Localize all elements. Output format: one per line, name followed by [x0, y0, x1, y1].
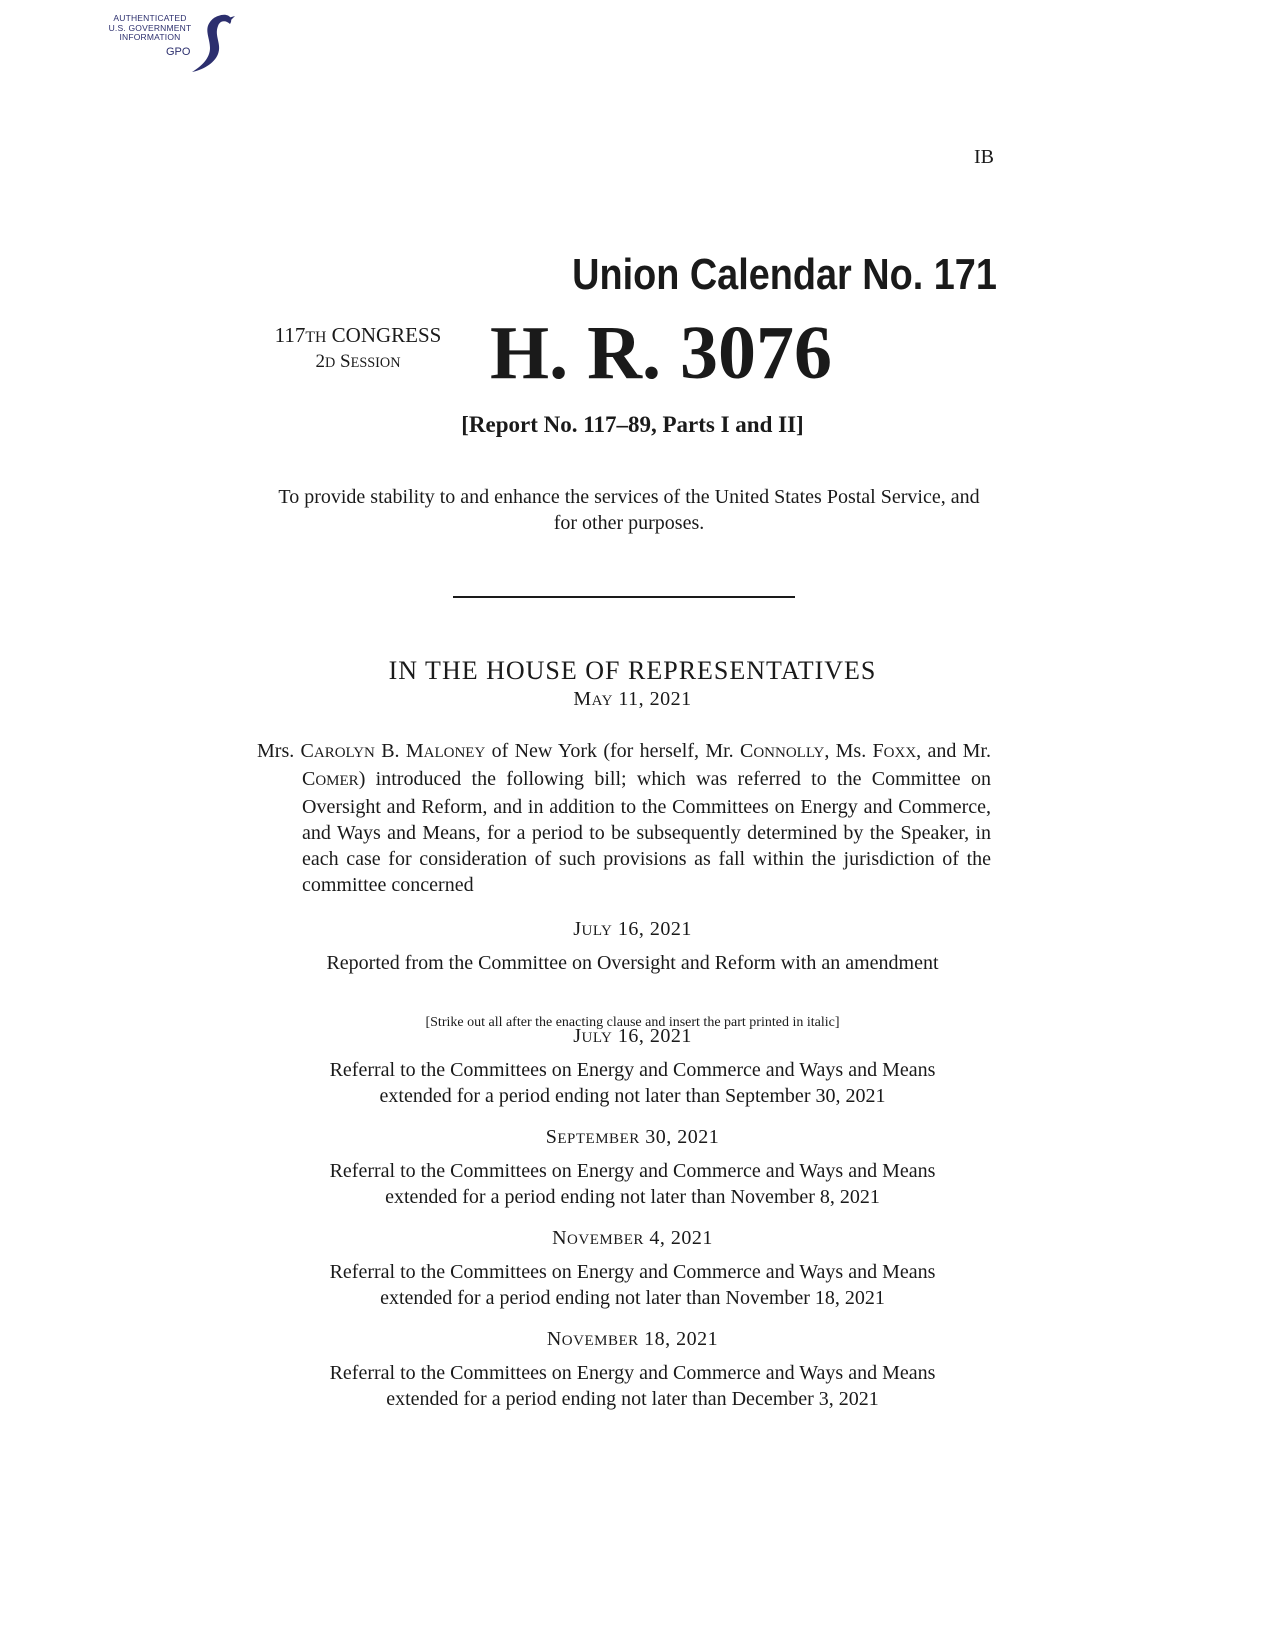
action-date: [0, 918, 1265, 941]
session-ordinal: D: [324, 355, 336, 371]
logo-line-2: U.S. GOVERNMENT: [108, 22, 192, 33]
action-line: extended for a period ending not later than November 8, 2021: [385, 1186, 880, 1208]
action-line: Referral to the Committees on Energy and Commerce and Ways and Means: [329, 1261, 936, 1283]
session-rest: ESSION: [350, 355, 401, 371]
congress-ordinal: TH: [305, 329, 327, 346]
cosponsor-name: F: [872, 740, 884, 762]
sponsor-name: B. M: [374, 740, 424, 762]
date-tail: 16, 2021: [612, 918, 692, 940]
date-tail: 4, 2021: [643, 1227, 713, 1249]
sponsor-name: C: [300, 740, 314, 762]
action-line: Referral to the Committees on Energy and Commerce and Ways and Means: [329, 1059, 936, 1081]
date-tail: 16, 2021: [612, 1025, 692, 1047]
date-month-rest: OVEMBER: [567, 1232, 644, 1248]
action-line: Referral to the Committees on Energy and Commerce and Ways and Means: [329, 1160, 936, 1182]
action-line: Referral to the Committees on Energy and Commerce and Ways and Means: [329, 1362, 936, 1384]
date-month-rest: EPTEMBER: [557, 1131, 640, 1147]
action-date: [0, 1328, 1265, 1351]
date-month-rest: OVEMBER: [561, 1333, 639, 1349]
congress-word: CONGRESS: [331, 323, 442, 347]
house-heading: IN THE HOUSE OF REPRESENTATIVES: [388, 656, 877, 685]
date-initial: N: [546, 1328, 562, 1350]
action-date: [0, 1025, 1265, 1048]
action-date: [0, 1227, 1265, 1250]
cosponsor-name: OXX: [883, 745, 917, 761]
date-initial: N: [552, 1227, 568, 1249]
action-text: Reported from the Committee on Oversight and Reform with an amendment: [326, 952, 939, 974]
action-date: [0, 688, 1265, 711]
session-initial: S: [340, 351, 351, 372]
strike-out-note: [Strike out all after the enacting clause and insert the part printed in italic]: [425, 1015, 840, 1030]
date-initial: M: [573, 688, 592, 710]
session-number: 2: [315, 351, 325, 372]
date-month-rest: ULY: [581, 1030, 613, 1046]
gpo-authentication-logo: [104, 10, 236, 74]
intro-text: ) introduced the following bill; which was referred to the Committee on Oversight and Reform, and in addition to the Committees on Energy and Commerce, and Ways and Means, for a period to be subsequently determined by the Speaker, in each case for consideration of such provisions as fall within the jurisdiction of the committee concerned: [302, 768, 991, 896]
intro-text: , Ms.: [824, 740, 873, 762]
logo-line-1: AUTHENTICATED: [113, 13, 187, 23]
action-text: [258, 1057, 1007, 1109]
congress-label: [252, 323, 464, 350]
date-tail: 11, 2021: [612, 688, 692, 710]
eagle-icon: [178, 10, 236, 74]
congress-session-block: [252, 323, 464, 375]
date-initial: J: [573, 1025, 582, 1047]
congress-number: 117: [274, 323, 306, 347]
version-code: IB: [974, 146, 994, 168]
union-calendar-number: Union Calendar No. 171: [572, 250, 997, 299]
sponsor-name: ALONEY: [423, 745, 486, 761]
bill-number: H. R. 3076: [490, 311, 832, 395]
logo-agency: GPO: [166, 46, 191, 58]
intro-text: , and Mr.: [916, 740, 991, 762]
action-date: [0, 1126, 1265, 1149]
introduction-paragraph: [257, 738, 991, 898]
intro-text: of New York (for herself, Mr.: [485, 740, 740, 762]
date-initial: S: [545, 1126, 558, 1148]
bill-purpose: To provide stability to and enhance the services of the United States Postal Service, and for other purposes.: [278, 486, 980, 534]
date-tail: 30, 2021: [639, 1126, 720, 1148]
date-month-rest: AY: [591, 693, 613, 709]
divider-rule: [453, 596, 795, 598]
cosponsor-name: C: [740, 740, 754, 762]
report-number: [Report No. 117–89, Parts I and II]: [461, 412, 804, 437]
action-line: extended for a period ending not later than December 3, 2021: [386, 1388, 879, 1410]
action-line: extended for a period ending not later than November 18, 2021: [380, 1287, 885, 1309]
action-text: [258, 1259, 1007, 1311]
date-initial: J: [573, 918, 582, 940]
action-text: [258, 1360, 1007, 1412]
date-month-rest: ULY: [581, 923, 613, 939]
intro-text: Mrs.: [257, 740, 301, 762]
sponsor-name: AROLYN: [313, 745, 375, 761]
action-line: extended for a period ending not later than September 30, 2021: [379, 1085, 886, 1107]
logo-line-3: INFORMATION: [119, 32, 181, 42]
cosponsor-name: OMER: [315, 773, 359, 789]
action-text: [258, 1158, 1007, 1210]
session-label: [252, 350, 464, 375]
cosponsor-name: ONNOLLY: [753, 745, 825, 761]
date-tail: 18, 2021: [638, 1328, 719, 1350]
cosponsor-name: C: [302, 768, 316, 790]
